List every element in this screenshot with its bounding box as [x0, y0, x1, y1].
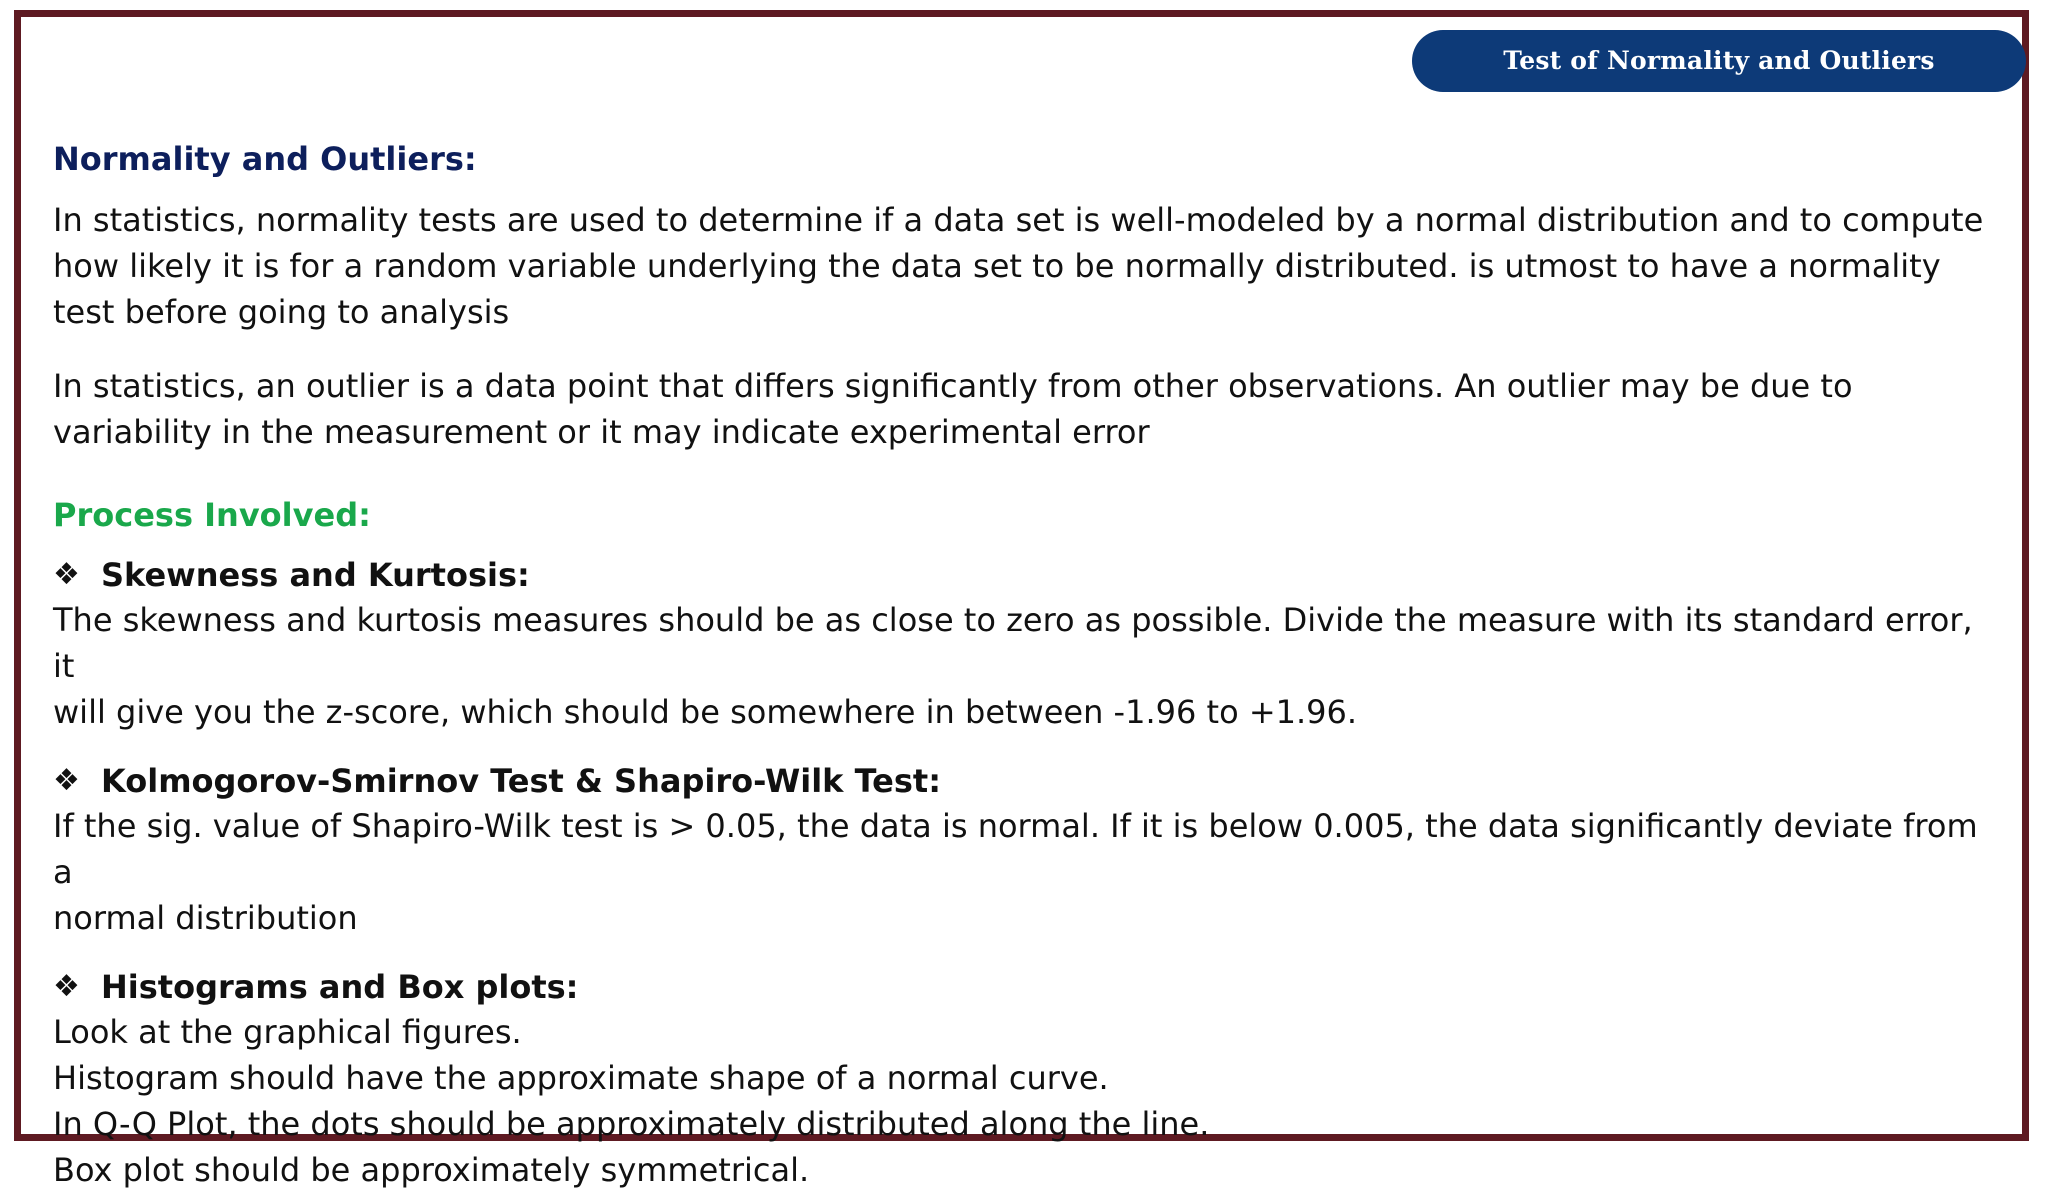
bullet-line: normal distribution [53, 899, 358, 937]
paragraph-line: test before going to analysis [53, 293, 510, 331]
bullet-title-text: Kolmogorov-Smirnov Test & Shapiro-Wilk Test: [101, 762, 942, 800]
bullet-line: In Q-Q Plot, the dots should be approximately distributed along the line. [53, 1105, 1210, 1143]
process-item-skewness [53, 553, 2003, 735]
process-item-ks-sw-test [53, 759, 2003, 941]
paragraph-line: how likely it is for a random variable underlying the data set to be normally distributed. is utmost to have a normality [53, 247, 1941, 285]
paragraph-line: In statistics, normality tests are used to determine if a data set is well-modeled by a normal distribution and to compute [53, 201, 1984, 239]
slide-title-badge: Test of Normality and Outliers [1412, 30, 2026, 92]
bullet-body [53, 803, 2003, 941]
heading-process-involved: Process Involved: [53, 496, 371, 534]
slide-content [53, 137, 2003, 1193]
bullet-title [53, 965, 2003, 1009]
four-diamond-bullet-icon: ❖ [53, 763, 80, 798]
bullet-body [53, 597, 2003, 735]
process-item-histograms-boxplots [53, 965, 2003, 1193]
four-diamond-bullet-icon: ❖ [53, 969, 80, 1004]
paragraph-normality [53, 197, 2003, 335]
bullet-line: If the sig. value of Shapiro-Wilk test is > 0.05, the data is normal. If it is below 0.005, the data significantly deviate from a [53, 807, 1978, 891]
paragraph-outlier [53, 363, 2003, 455]
bullet-line: Look at the graphical figures. [53, 1013, 522, 1051]
bullet-line: Histogram should have the approximate shape of a normal curve. [53, 1059, 1109, 1097]
bullet-title [53, 759, 2003, 803]
bullet-line: Box plot should be approximately symmetrical. [53, 1151, 810, 1189]
paragraph-line: In statistics, an outlier is a data point that differs significantly from other observations. An outlier may be due to [53, 367, 1853, 405]
bullet-line: The skewness and kurtosis measures should be as close to zero as possible. Divide the measure with its standard error, it [53, 601, 1973, 685]
heading-normality-outliers: Normality and Outliers: [53, 140, 477, 178]
four-diamond-bullet-icon: ❖ [53, 557, 80, 592]
paragraph-line: variability in the measurement or it may indicate experimental error [53, 413, 1150, 451]
bullet-line: will give you the z-score, which should be somewhere in between -1.96 to +1.96. [53, 693, 1358, 731]
bullet-title-text: Skewness and Kurtosis: [101, 556, 530, 594]
bullet-title-text: Histograms and Box plots: [101, 968, 579, 1006]
bullet-body [53, 1009, 2003, 1193]
bullet-title [53, 553, 2003, 597]
